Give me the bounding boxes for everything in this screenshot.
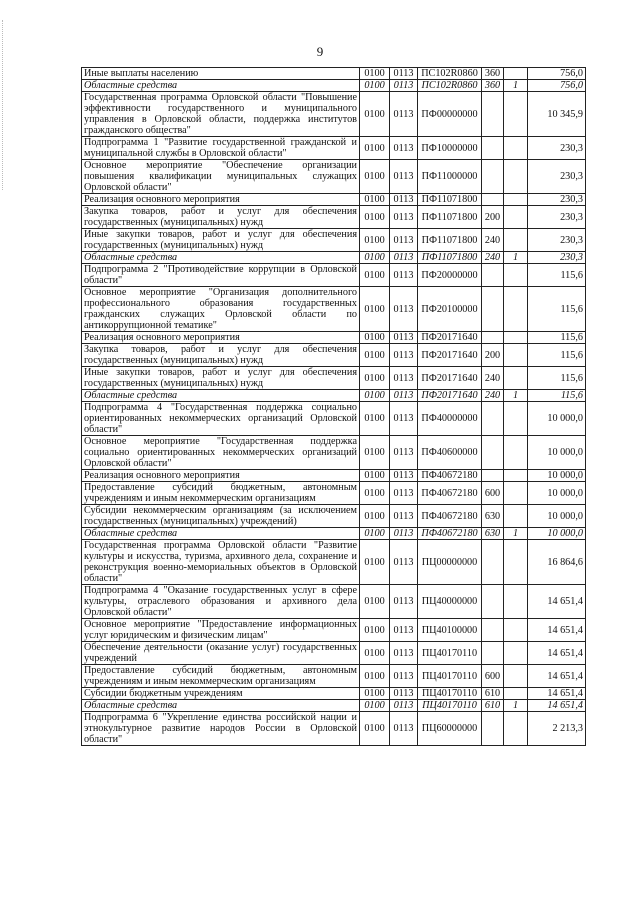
funding-source-code <box>504 470 528 482</box>
table-row <box>82 402 586 436</box>
row-description: Реализация основного мероприятия <box>82 470 360 482</box>
expense-type-code: 610 <box>482 688 504 700</box>
funding-source-code: 1 <box>504 700 528 712</box>
table-row <box>82 287 586 332</box>
amount: 230,3 <box>528 206 586 229</box>
section-code: 0100 <box>360 287 390 332</box>
expense-type-code: 240 <box>482 252 504 264</box>
subsection-code: 0113 <box>390 540 418 585</box>
subsection-code: 0113 <box>390 160 418 194</box>
subsection-code: 0113 <box>390 688 418 700</box>
table-row <box>82 712 586 746</box>
expense-type-code: 240 <box>482 229 504 252</box>
section-code: 0100 <box>360 68 390 80</box>
subsection-code: 0113 <box>390 92 418 137</box>
table-row <box>82 436 586 470</box>
funding-source-code: 1 <box>504 528 528 540</box>
target-code: ПФ20171640 <box>418 390 482 402</box>
expense-type-code <box>482 402 504 436</box>
section-code: 0100 <box>360 390 390 402</box>
target-code: ПЦ40170110 <box>418 665 482 688</box>
subsection-code: 0113 <box>390 344 418 367</box>
expense-type-code <box>482 92 504 137</box>
target-code: ПФ40000000 <box>418 402 482 436</box>
table-row <box>82 619 586 642</box>
table-row <box>82 528 586 540</box>
expense-type-code: 200 <box>482 206 504 229</box>
table-row <box>82 700 586 712</box>
amount: 10 000,0 <box>528 436 586 470</box>
amount: 10 000,0 <box>528 470 586 482</box>
row-description: Областные средства <box>82 80 360 92</box>
row-description: Подпрограмма 4 "Государственная поддержка социально ориентированных некоммерческих организаций Орловской области" <box>82 402 360 436</box>
amount: 230,3 <box>528 137 586 160</box>
subsection-code: 0113 <box>390 390 418 402</box>
section-code: 0100 <box>360 470 390 482</box>
subsection-code: 0113 <box>390 700 418 712</box>
subsection-code: 0113 <box>390 712 418 746</box>
amount: 115,6 <box>528 367 586 390</box>
expense-type-code <box>482 332 504 344</box>
expense-type-code <box>482 540 504 585</box>
amount: 2 213,3 <box>528 712 586 746</box>
funding-source-code <box>504 332 528 344</box>
subsection-code: 0113 <box>390 470 418 482</box>
row-description: Подпрограмма 2 "Противодействие коррупции в Орловской области" <box>82 264 360 287</box>
funding-source-code <box>504 712 528 746</box>
row-description: Реализация основного мероприятия <box>82 332 360 344</box>
target-code: ПФ20000000 <box>418 264 482 287</box>
funding-source-code <box>504 402 528 436</box>
target-code: ПФ11071800 <box>418 229 482 252</box>
subsection-code: 0113 <box>390 206 418 229</box>
section-code: 0100 <box>360 436 390 470</box>
table-row <box>82 470 586 482</box>
target-code: ПФ00000000 <box>418 92 482 137</box>
expense-type-code: 360 <box>482 80 504 92</box>
subsection-code: 0113 <box>390 68 418 80</box>
subsection-code: 0113 <box>390 194 418 206</box>
funding-source-code <box>504 665 528 688</box>
table-row <box>82 194 586 206</box>
table-row <box>82 344 586 367</box>
funding-source-code <box>504 68 528 80</box>
expense-type-code: 630 <box>482 528 504 540</box>
funding-source-code <box>504 194 528 206</box>
expense-type-code <box>482 287 504 332</box>
amount: 14 651,4 <box>528 642 586 665</box>
funding-source-code <box>504 585 528 619</box>
target-code: ПЦ40000000 <box>418 585 482 619</box>
funding-source-code <box>504 137 528 160</box>
target-code: ПФ11071800 <box>418 206 482 229</box>
amount: 756,0 <box>528 80 586 92</box>
expense-type-code <box>482 160 504 194</box>
amount: 10 000,0 <box>528 528 586 540</box>
table-row <box>82 68 586 80</box>
amount: 115,6 <box>528 390 586 402</box>
funding-source-code <box>504 344 528 367</box>
funding-source-code <box>504 367 528 390</box>
target-code: ПФ20171640 <box>418 344 482 367</box>
row-description: Предоставление субсидий бюджетным, автономным учреждениям и иным некоммерческим организациям <box>82 665 360 688</box>
table-row <box>82 206 586 229</box>
row-description: Обеспечение деятельности (оказание услуг) государственных учреждений <box>82 642 360 665</box>
table-row <box>82 390 586 402</box>
target-code: ПФ20171640 <box>418 367 482 390</box>
amount: 10 000,0 <box>528 505 586 528</box>
subsection-code: 0113 <box>390 367 418 390</box>
amount: 756,0 <box>528 68 586 80</box>
target-code: ПФ40672180 <box>418 470 482 482</box>
section-code: 0100 <box>360 252 390 264</box>
table-row <box>82 137 586 160</box>
expense-type-code <box>482 585 504 619</box>
section-code: 0100 <box>360 264 390 287</box>
section-code: 0100 <box>360 137 390 160</box>
expense-type-code <box>482 194 504 206</box>
expense-type-code: 240 <box>482 390 504 402</box>
target-code: ПЦ40100000 <box>418 619 482 642</box>
row-description: Закупка товаров, работ и услуг для обеспечения государственных (муниципальных) нужд <box>82 344 360 367</box>
subsection-code: 0113 <box>390 332 418 344</box>
subsection-code: 0113 <box>390 252 418 264</box>
table-row <box>82 482 586 505</box>
section-code: 0100 <box>360 700 390 712</box>
subsection-code: 0113 <box>390 505 418 528</box>
expense-type-code: 610 <box>482 700 504 712</box>
section-code: 0100 <box>360 332 390 344</box>
row-description: Государственная программа Орловской области "Развитие культуры и искусства, туризма, архивного дела, сохранение и реконструкция военно-мемориальных объектов в Орловской области" <box>82 540 360 585</box>
table-row <box>82 540 586 585</box>
target-code: ПС102R0860 <box>418 80 482 92</box>
row-description: Областные средства <box>82 252 360 264</box>
expense-type-code <box>482 642 504 665</box>
row-description: Иные закупки товаров, работ и услуг для обеспечения государственных (муниципальных) нужд <box>82 229 360 252</box>
budget-table-body <box>82 68 586 746</box>
subsection-code: 0113 <box>390 482 418 505</box>
section-code: 0100 <box>360 482 390 505</box>
amount: 230,3 <box>528 229 586 252</box>
expense-type-code: 630 <box>482 505 504 528</box>
row-description: Субсидии некоммерческим организациям (за исключением государственных (муниципальных) учреждений) <box>82 505 360 528</box>
section-code: 0100 <box>360 194 390 206</box>
target-code: ПФ40672180 <box>418 482 482 505</box>
target-code: ПЦ60000000 <box>418 712 482 746</box>
section-code: 0100 <box>360 402 390 436</box>
amount: 14 651,4 <box>528 688 586 700</box>
funding-source-code: 1 <box>504 80 528 92</box>
subsection-code: 0113 <box>390 436 418 470</box>
target-code: ПЦ40170110 <box>418 688 482 700</box>
funding-source-code <box>504 688 528 700</box>
row-description: Подпрограмма 6 "Укрепление единства российской нации и этнокультурное развитие народов России в Орловской области" <box>82 712 360 746</box>
row-description: Подпрограмма 1 "Развитие государственной гражданской и муниципальной службы в Орловской области" <box>82 137 360 160</box>
funding-source-code <box>504 482 528 505</box>
funding-source-code <box>504 642 528 665</box>
section-code: 0100 <box>360 642 390 665</box>
section-code: 0100 <box>360 585 390 619</box>
row-description: Областные средства <box>82 528 360 540</box>
table-row <box>82 332 586 344</box>
section-code: 0100 <box>360 540 390 585</box>
subsection-code: 0113 <box>390 665 418 688</box>
amount: 10 345,9 <box>528 92 586 137</box>
row-description: Основное мероприятие "Обеспечение организации повышения квалификации муниципальных служащих Орловской области" <box>82 160 360 194</box>
table-row <box>82 264 586 287</box>
row-description: Областные средства <box>82 700 360 712</box>
expense-type-code <box>482 264 504 287</box>
table-row <box>82 160 586 194</box>
target-code: ПФ40672180 <box>418 505 482 528</box>
amount: 230,3 <box>528 160 586 194</box>
section-code: 0100 <box>360 528 390 540</box>
target-code: ПФ20171640 <box>418 332 482 344</box>
target-code: ПС102R0860 <box>418 68 482 80</box>
funding-source-code <box>504 540 528 585</box>
amount: 230,3 <box>528 194 586 206</box>
expense-type-code <box>482 137 504 160</box>
row-description: Иные выплаты населению <box>82 68 360 80</box>
target-code: ПЦ40170110 <box>418 642 482 665</box>
table-row <box>82 665 586 688</box>
funding-source-code <box>504 206 528 229</box>
amount: 115,6 <box>528 344 586 367</box>
expense-type-code: 200 <box>482 344 504 367</box>
target-code: ПФ20100000 <box>418 287 482 332</box>
expense-type-code: 240 <box>482 367 504 390</box>
funding-source-code <box>504 229 528 252</box>
subsection-code: 0113 <box>390 402 418 436</box>
amount: 14 651,4 <box>528 585 586 619</box>
target-code: ПФ11071800 <box>418 194 482 206</box>
amount: 115,6 <box>528 264 586 287</box>
expense-type-code <box>482 470 504 482</box>
table-row <box>82 92 586 137</box>
section-code: 0100 <box>360 665 390 688</box>
table-row <box>82 642 586 665</box>
row-description: Основное мероприятие "Организация дополнительного профессионального образования государственных гражданских служащих Орловской области по антикоррупционной тематике" <box>82 287 360 332</box>
expense-type-code <box>482 436 504 470</box>
target-code: ПФ10000000 <box>418 137 482 160</box>
section-code: 0100 <box>360 206 390 229</box>
expense-type-code <box>482 712 504 746</box>
section-code: 0100 <box>360 160 390 194</box>
row-description: Подпрограмма 4 "Оказание государственных услуг в сфере культуры, отраслевого образования и архивного дела Орловской области" <box>82 585 360 619</box>
funding-source-code: 1 <box>504 252 528 264</box>
subsection-code: 0113 <box>390 619 418 642</box>
table-row <box>82 367 586 390</box>
row-description: Основное мероприятие "Предоставление информационных услуг юридическим и физическим лицам" <box>82 619 360 642</box>
table-row <box>82 505 586 528</box>
expense-type-code: 600 <box>482 665 504 688</box>
row-description: Основное мероприятие "Государственная поддержка социально ориентированных некоммерческих организаций Орловской области" <box>82 436 360 470</box>
amount: 230,3 <box>528 252 586 264</box>
row-description: Областные средства <box>82 390 360 402</box>
budget-table <box>81 67 586 746</box>
funding-source-code: 1 <box>504 390 528 402</box>
target-code: ПФ11071800 <box>418 252 482 264</box>
section-code: 0100 <box>360 344 390 367</box>
section-code: 0100 <box>360 619 390 642</box>
subsection-code: 0113 <box>390 528 418 540</box>
target-code: ПФ40672180 <box>418 528 482 540</box>
amount: 14 651,4 <box>528 665 586 688</box>
row-description: Закупка товаров, работ и услуг для обеспечения государственных (муниципальных) нужд <box>82 206 360 229</box>
amount: 14 651,4 <box>528 619 586 642</box>
subsection-code: 0113 <box>390 137 418 160</box>
section-code: 0100 <box>360 80 390 92</box>
funding-source-code <box>504 436 528 470</box>
row-description: Реализация основного мероприятия <box>82 194 360 206</box>
amount: 16 864,6 <box>528 540 586 585</box>
row-description: Субсидии бюджетным учреждениям <box>82 688 360 700</box>
table-row <box>82 252 586 264</box>
expense-type-code: 600 <box>482 482 504 505</box>
funding-source-code <box>504 619 528 642</box>
funding-source-code <box>504 92 528 137</box>
section-code: 0100 <box>360 505 390 528</box>
page-number: 9 <box>316 44 324 59</box>
table-row <box>82 229 586 252</box>
section-code: 0100 <box>360 712 390 746</box>
target-code: ПЦ40170110 <box>418 700 482 712</box>
expense-type-code: 360 <box>482 68 504 80</box>
funding-source-code <box>504 160 528 194</box>
subsection-code: 0113 <box>390 264 418 287</box>
row-description: Предоставление субсидий бюджетным, автономным учреждениям и иным некоммерческим организациям <box>82 482 360 505</box>
table-row <box>82 585 586 619</box>
table-row <box>82 80 586 92</box>
amount: 115,6 <box>528 332 586 344</box>
target-code: ПФ40600000 <box>418 436 482 470</box>
target-code: ПФ11000000 <box>418 160 482 194</box>
section-code: 0100 <box>360 92 390 137</box>
subsection-code: 0113 <box>390 80 418 92</box>
funding-source-code <box>504 505 528 528</box>
funding-source-code <box>504 264 528 287</box>
funding-source-code <box>504 287 528 332</box>
amount: 115,6 <box>528 287 586 332</box>
subsection-code: 0113 <box>390 585 418 619</box>
table-row <box>82 688 586 700</box>
row-description: Иные закупки товаров, работ и услуг для обеспечения государственных (муниципальных) нужд <box>82 367 360 390</box>
amount: 14 651,4 <box>528 700 586 712</box>
expense-type-code <box>482 619 504 642</box>
subsection-code: 0113 <box>390 642 418 665</box>
subsection-code: 0113 <box>390 229 418 252</box>
amount: 10 000,0 <box>528 402 586 436</box>
section-code: 0100 <box>360 229 390 252</box>
target-code: ПЦ00000000 <box>418 540 482 585</box>
row-description: Государственная программа Орловской области "Повышение эффективности государственного и муниципального управления в Орловской области, поддержка институтов гражданского общества" <box>82 92 360 137</box>
subsection-code: 0113 <box>390 287 418 332</box>
amount: 10 000,0 <box>528 482 586 505</box>
section-code: 0100 <box>360 688 390 700</box>
section-code: 0100 <box>360 367 390 390</box>
